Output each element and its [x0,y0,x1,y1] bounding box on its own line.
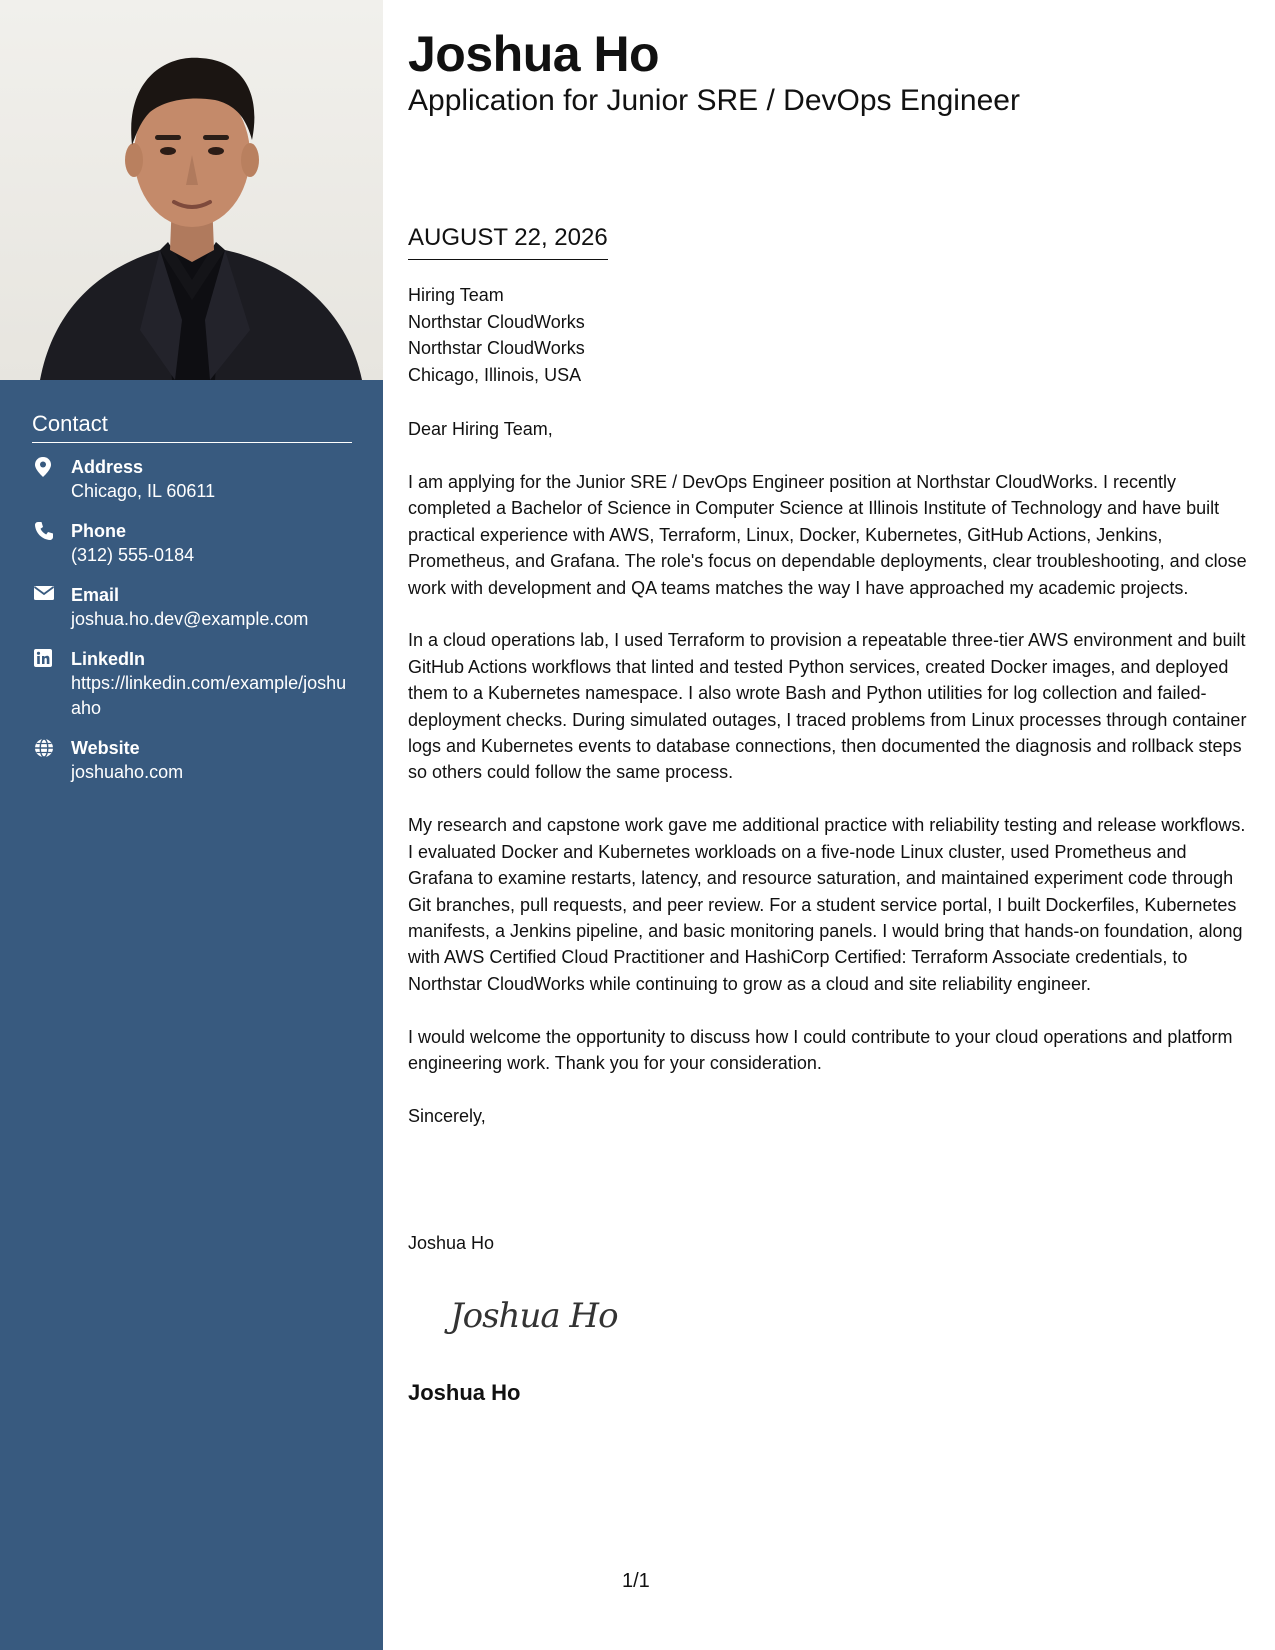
handwritten-signature: Joshua Ho [450,1296,618,1336]
signer-name: Joshua Ho [408,1380,521,1405]
map-pin-icon [34,457,54,477]
applicant-name: Joshua Ho [408,26,660,82]
closing-name: Joshua Ho [408,1233,495,1253]
closing: Sincerely, [408,1106,486,1127]
body-paragraph: In a cloud operations lab, I used Terraform to provision a repeatable three-tier AWS environment and built GitHub Actions workflows that linted and tested Python services, created Docker images, and deployed them to a Kubernetes namespace. I also wrote Bash and Python utilities for log collection and failed-deployment checks. During simulated outages, I traced problems from Linux processes through container logs and Kubernetes events to database connections, then documented the diagnosis and rollback steps so others could follow the same process. [408,630,1247,783]
phone-icon [34,521,54,541]
phone-value: (312) 555-0184 [71,545,195,565]
application-subtitle: Application for Junior SRE / DevOps Engineer [408,84,1020,117]
recipient-line: Northstar CloudWorks [408,338,585,358]
email-value[interactable]: joshua.ho.dev@example.com [71,609,309,629]
phone-label: Phone [71,521,127,541]
contact-title: Contact [32,410,352,443]
contact-linkedin [32,647,352,721]
page-number: 1/1 [622,1570,650,1592]
recipient-line: Northstar CloudWorks [408,311,585,332]
recipient-line: Hiring Team [408,285,504,305]
address-value: Chicago, IL 60611 [71,481,216,501]
salutation: Dear Hiring Team, [408,419,553,439]
sidebar [0,0,383,1650]
website-value[interactable]: joshuaho.com [71,762,184,782]
contact-phone [32,519,352,568]
portrait-illustration [0,0,383,380]
recipient-block [408,282,585,388]
letter-body [408,416,1248,1156]
contact-email [32,583,352,632]
envelope-icon [34,585,54,605]
body-paragraph: I am applying for the Junior SRE / DevOps Engineer position at Northstar CloudWorks. I recently completed a Bachelor of Science in Computer Science at Illinois Institute of Technology and have built practical experience with AWS, Terraform, Linux, Docker, Kubernetes, GitHub Actions, Jenkins, Prometheus, and Grafana. The role's focus on dependable deployments, clear troubleshooting, and close work with development and QA teams matches the way I have approached my academic projects. [408,471,1247,598]
profile-photo [0,0,383,380]
linkedin-icon [34,649,54,669]
body-paragraph: I would welcome the opportunity to discuss how I could contribute to your cloud operations and platform engineering work. Thank you for your consideration. [408,1026,1233,1074]
globe-icon [34,738,54,758]
linkedin-value[interactable]: https://linkedin.com/example/joshuaho [71,673,347,718]
address-label: Address [71,457,144,477]
recipient-line: Chicago, Illinois, USA [408,364,582,385]
contact-website [32,736,352,785]
body-paragraph: My research and capstone work gave me additional practice with reliability testing and release workflows. I evaluated Docker and Kubernetes workloads on a five-node Linux cluster, used Prometheus and Grafana to examine restarts, latency, and resource saturation, and maintained experiment code through Git branches, pull requests, and peer review. For a student service portal, I built Dockerfiles, Kubernetes manifests, a Jenkins pipeline, and basic monitoring panels. I would bring that hands-on foundation, along with AWS Certified Cloud Practitioner and HashiCorp Certified: Terraform Associate credentials, to Northstar CloudWorks while continuing to grow as a cloud and site reliability engineer. [408,815,1246,994]
email-label: Email [71,585,120,605]
contact-address [32,455,352,504]
letter-date: AUGUST 22, 2026 [408,223,608,260]
website-label: Website [71,738,140,758]
contact-section [32,410,352,800]
linkedin-label: LinkedIn [71,649,146,669]
